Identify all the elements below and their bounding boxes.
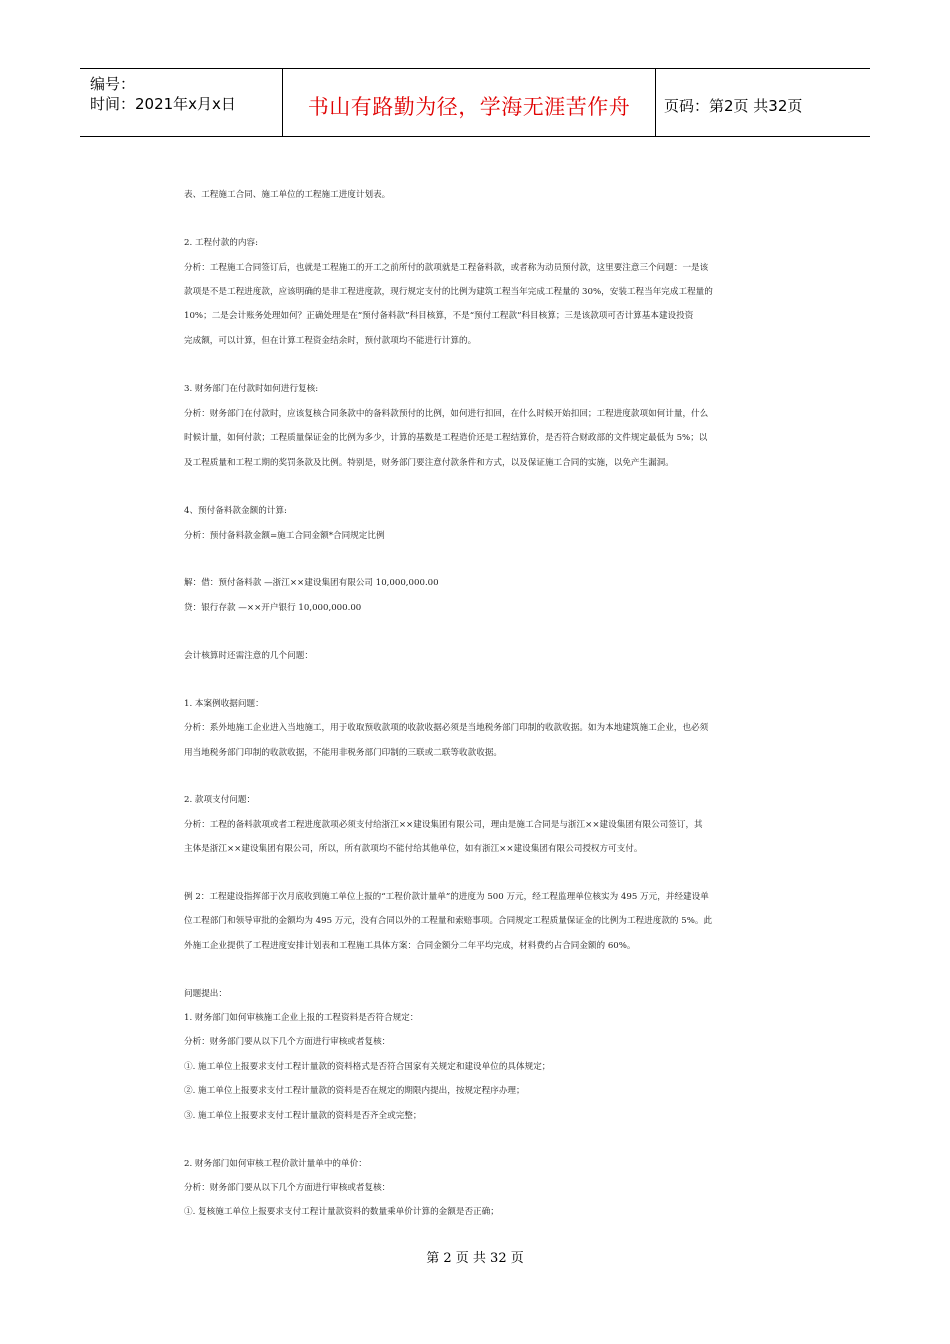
header-right-cell (656, 69, 870, 136)
text-line: 分析：财务部门要从以下几个方面进行审核或者复核： (184, 1037, 391, 1047)
text-line: 款项是不是工程进度款，应该明确的是非工程进度款，现行规定支付的比例为建筑工程当年完成工程量的 30%，安装工程当年完成工程量的 (184, 287, 713, 297)
section-heading: 问题提出： (184, 989, 227, 999)
page-number-info: 页码：第2页 共32页 (664, 97, 803, 115)
section-heading: 3. 财务部门在付款时如何进行复核: (184, 384, 319, 394)
list-item: ②. 施工单位上报要求支付工程计量款的资料是否在规定的期限内提出，按规定程序办理； (184, 1086, 525, 1096)
text-line: 完成额，可以计算，但在计算工程资金结余时，预付款项均不能进行计算的。 (184, 336, 477, 346)
text-line: 例 2：工程建设指挥部于次月底收到施工单位上报的“工程价款计量单”的进度为 500 万元，经工程监理单位核实为 495 万元，并经建设单 (184, 892, 709, 902)
section-heading: 1. 财务部门如何审核施工企业上报的工程资料是否符合规定： (184, 1013, 419, 1023)
section-heading: 2. 款项支付问题： (184, 795, 256, 805)
document-number-label: 编号： (90, 75, 136, 93)
text-line: 外施工企业提供了工程进度安排计划表和工程施工具体方案：合同金额分二年平均完成，材料费约占合同金额的 60%。 (184, 941, 636, 951)
text-line: 及工程质量和工程工期的奖罚条款及比例。特别是，财务部门要注意付款条件和方式，以及保证施工合同的实施，以免产生漏洞。 (184, 458, 674, 468)
text-line: 分析：财务部门在付款时，应该复核合同条款中的备料款预付的比例，如何进行扣回，在什么时候开始扣回；工程进度款项如何计量，什么 (184, 409, 709, 419)
text-line: 位工程部门和领导审批的金额均为 495 万元，没有合同以外的工程量和索赔事项。合同规定工程质量保证金的比例为工程进度款的 5%。此 (184, 916, 713, 926)
section-heading: 4、预付备料款金额的计算: (184, 506, 287, 516)
text-line: 分析：财务部门要从以下几个方面进行审核或者复核： (184, 1183, 391, 1193)
journal-entry-credit: 贷：银行存款 —××开户银行 10,000,000.00 (184, 603, 362, 613)
text-line: 分析：系外地施工企业进入当地施工，用于收取预收款项的收款收据必须是当地税务部门印制的收款收据。如为本地建筑施工企业，也必须 (184, 723, 709, 733)
text-line: 分析：工程施工合同签订后，也就是工程施工的开工之前所付的款项就是工程备料款，或者称为动员预付款，这里要注意三个问题：一是该 (184, 263, 709, 273)
text-line: 分析：工程的备料款项或者工程进度款项必须支付给浙江××建设集团有限公司，理由是施工合同是与浙江××建设集团有限公司签订，其 (184, 820, 703, 830)
text-line: 表、工程施工合同、施工单位的工程施工进度计划表。 (184, 190, 391, 200)
list-item: ①. 复核施工单位上报要求支付工程计量款资料的数量乘单价计算的金额是否正确； (184, 1207, 499, 1217)
text-line: 10%；二是会计账务处理如何？正确处理是在“预付备料款”科目核算，不是“预付工程款”科目核算；三是该款项可否计算基本建设投资 (184, 311, 694, 321)
section-heading: 2. 财务部门如何审核工程价款计量单中的单价： (184, 1159, 367, 1169)
list-item: ①. 施工单位上报要求支付工程计量款的资料格式是否符合国家有关规定和建设单位的具体规定； (184, 1062, 551, 1072)
text-line: 时候计量，如何付款；工程质量保证金的比例为多少，计算的基数是工程造价还是工程结算价，是否符合财政部的文件规定最低为 5%；以 (184, 433, 708, 443)
text-line: 用当地税务部门印制的收款收据，不能用非税务部门印制的三联或二联等收款收据。 (184, 748, 502, 758)
text-line: 主体是浙江××建设集团有限公司，所以，所有款项均不能付给其他单位，如有浙江××建设集团有限公司授权方可支付。 (184, 844, 643, 854)
page-header (80, 68, 870, 137)
journal-entry-debit: 解：借：预付备料款 —浙江××建设集团有限公司 10,000,000.00 (184, 578, 439, 588)
section-heading: 2. 工程付款的内容: (184, 238, 258, 248)
page-footer: 第 2 页 共 32 页 (426, 1251, 524, 1266)
header-left-cell (80, 69, 282, 136)
motto-text: 书山有路勤为径，学海无涯苦作舟 (307, 95, 631, 119)
list-item: ③. 施工单位上报要求支付工程计量款的资料是否齐全或完整； (184, 1111, 422, 1121)
document-time-label: 时间：2021年x月x日 (90, 95, 236, 113)
section-heading: 会计核算时还需注意的几个问题： (184, 651, 313, 661)
header-motto-cell (282, 69, 656, 136)
section-heading: 1. 本案例收据问题： (184, 699, 264, 709)
text-line: 分析：预付备料款金额=施工合同金额*合同规定比例 (184, 531, 385, 541)
